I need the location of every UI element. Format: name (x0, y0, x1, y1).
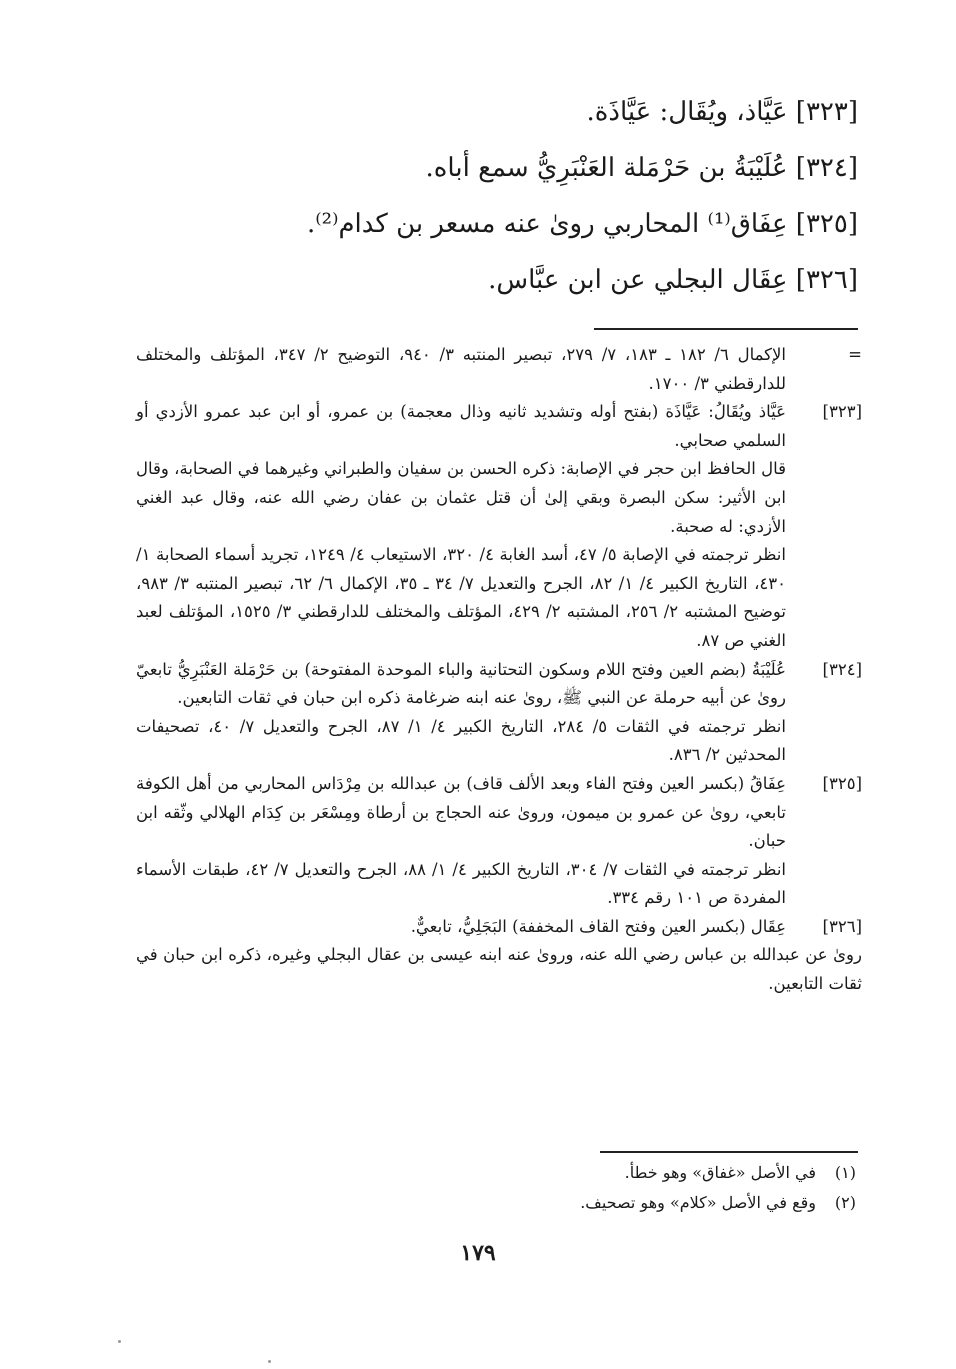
note-paragraph: عِقَال (بكسر العين وفتح القاف المخففة) البَجَلِيُّ، تابعيٌّ. (410, 916, 786, 936)
footnote-mark: (٢) (834, 1193, 856, 1212)
note-paragraph: قال الحافظ ابن حجر في الإصابة: ذكره الحسن بن سفيان والطبراني وغيرهما في الصحابة، وقال ابن الأثير: سكن البصرة وبقي إلىٰ أن قتل عثمان بن عفان رضي الله عنه، وقال عبد الغني الأزدي: له صحبة. (136, 459, 786, 536)
note-number: [٣٢٥] (822, 773, 862, 793)
page-number: ١٧٩ (460, 1240, 496, 1266)
footnote-text: في الأصل «غفاق» وهو خطأ. (624, 1163, 816, 1182)
footnotes (436, 1158, 856, 1218)
note-paragraph: عَيَّاذ ويُقَالُ: عَيَّاذَة (بفتح أوله وتشديد ثانيه وذال معجمة) بن عمرو، أو ابن عبد عمرو الأزدي أو السلمي صحابي. (136, 402, 786, 450)
note-paragraph: عِفَاقُ (بكسر العين وفتح الفاء وبعد الألف قاف) بن عبدالله بن مِرْدَاس المحاربي من أهل الكوفة تابعي، روىٰ عن عمرو بن ميمون، وروىٰ عنه الحجاج بن أرطاة ومِسْعَر بن كِدَام الهلالي وثّقه ابن حبان. (136, 773, 786, 851)
notes-divider (594, 328, 858, 330)
footnote-2 (436, 1188, 856, 1218)
main-entry-325: [٣٢٥] عِفَاق⁽¹⁾ المحاربي روىٰ عنه مسعر بن كدام⁽²⁾. (306, 209, 858, 239)
note-323 (136, 398, 862, 655)
note-paragraph: انظر ترجمته في الثقات ٥/ ٢٨٤، التاريخ الكبير ٤/ ١/ ٨٧، الجرح والتعديل ٧/ ٤٠، تصحيفات المحدثين ٢/ ٨٣٦. (136, 716, 786, 765)
note-number: [٣٢٣] (822, 402, 862, 422)
note-paragraph: الإكمال ٦/ ١٨٢ ـ ١٨٣، ٧/ ٢٧٩، تبصير المنتبه ٣/ ٩٤٠، التوضيح ٢/ ٣٤٧، المؤتلف والمختلف للدارقطني ٣/ ١٧٠٠. (136, 345, 787, 393)
note-326-continuation: روىٰ عن عبدالله بن عباس رضي الله عنه، وروىٰ عنه ابنه عيسى بن عقال البجلي وغيره، ذكره ابن حبان في ثقات التابعين. (136, 945, 862, 994)
note-paragraph: عُلَيْبَةُ (بضم العين وفتح اللام وسكون التحتانية والباء الموحدة المفتوحة) بن حَرْمَلة العَنْبَرِيُّ تابعيّ روىٰ عن أبيه حرملة عن النبي ﷺ، روىٰ عنه ابنه ضرغامة ذكره ابن حبان في ثقات التابعين. (136, 659, 786, 708)
note-paragraph: انظر ترجمته في الثقات ٧/ ٣٠٤، التاريخ الكبير ٤/ ١/ ٨٨، الجرح والتعديل ٧/ ٤٢، طبقات الأسماء المفردة ص ١٠١ رقم ٣٣٤. (136, 859, 786, 908)
footnote-mark: (١) (834, 1163, 856, 1182)
note-325 (136, 770, 862, 913)
note-number: [٣٢٤] (822, 659, 862, 679)
main-entry-324: [٣٢٤] عُلَيْبَةُ بن حَرْمَلة العَنْبَرِيُّ سمع أباه. (425, 153, 858, 183)
note-number: = (848, 345, 862, 364)
note-326 (136, 913, 862, 942)
scan-speck (118, 1340, 121, 1343)
footnote-1 (436, 1158, 856, 1188)
footnotes-divider (600, 1151, 858, 1153)
note-number: [٣٢٦] (822, 916, 862, 936)
main-entry-326: [٣٢٦] عِقَال البجلي عن ابن عبَّاس. (488, 265, 858, 295)
note-continuation (136, 341, 862, 398)
main-text (158, 84, 858, 308)
note-paragraph: انظر ترجمته في الإصابة ٥/ ٤٧، أسد الغابة ٤/ ٣٢٠، الاستيعاب ٤/ ١٢٤٩، تجريد أسماء الصحابة ١/ ٤٣٠، التاريخ الكبير ٤/ ١/ ٨٢، الجرح والتعديل ٧/ ٣٤ ـ ٣٥، الإكمال ٦/ ٦٢، تبصير المنتبه ٣/ ٩٨٣، توضيح المشتبه ٢/ ٢٥٦، المشتبه ٢/ ٤٢٩، المؤتلف والمختلف للدارقطني ٣/ ١٥٢٥، المؤتلف لعبد الغني ص ٨٧. (136, 545, 786, 650)
scan-speck (268, 1360, 271, 1363)
main-entry-323: [٣٢٣] عَيَّاذ، ويُقَال: عَيَّاذَة. (586, 97, 858, 127)
commentary-notes (136, 341, 862, 999)
footnote-text: وقع في الأصل «كلام» وهو تصحيف. (580, 1193, 816, 1212)
note-324 (136, 656, 862, 770)
